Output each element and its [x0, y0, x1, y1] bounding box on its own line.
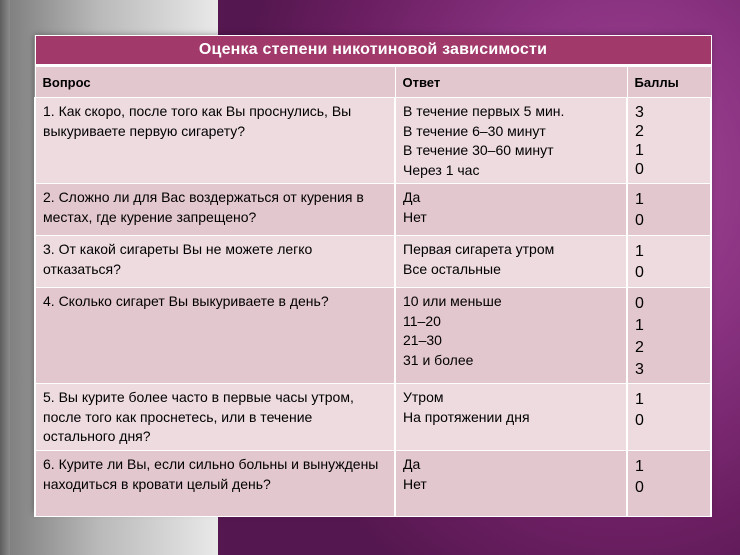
question-cell	[35, 384, 395, 451]
points-value: 1	[635, 458, 644, 475]
question-cell	[35, 98, 395, 184]
question-text: 6. Курите ли Вы, если сильно больны и вынуждены находиться в кровати целый день?	[43, 456, 379, 492]
question-text: 5. Вы курите более часто в первые часы утром, после того как проснетесь, или в течение остального дня?	[43, 389, 354, 444]
question-cell	[35, 236, 395, 288]
header-answer: Ответ	[395, 66, 627, 98]
answer-option: Да	[403, 189, 421, 205]
points-value: 3	[635, 104, 644, 121]
background-gray-edge	[0, 0, 10, 555]
table-row	[35, 384, 711, 451]
answer-option: 10 или меньше	[403, 293, 502, 309]
answer-option: В течение 6–30 минут	[403, 122, 546, 139]
answer-option: Первая сигарета утром	[403, 241, 555, 257]
points-cell	[627, 98, 711, 184]
table-row	[35, 184, 711, 236]
header-question: Вопрос	[35, 66, 395, 98]
table-row	[35, 236, 711, 288]
answer-option: На протяжении дня	[403, 408, 530, 425]
points-cell	[627, 384, 711, 451]
points-value: 0	[635, 264, 644, 281]
answer-option: 31 и более	[403, 351, 474, 368]
question-cell	[35, 451, 395, 517]
points-value: 0	[635, 295, 644, 312]
points-value: 1	[635, 391, 644, 408]
answer-cell	[395, 288, 627, 384]
answer-option: Нет	[403, 208, 427, 225]
table-row	[35, 98, 711, 184]
points-value: 2	[635, 123, 644, 140]
table-row	[35, 451, 711, 517]
points-cell	[627, 451, 711, 517]
points-value: 0	[635, 212, 644, 229]
answer-option: В течение 30–60 минут	[403, 142, 554, 158]
question-cell	[35, 288, 395, 384]
answer-cell	[395, 384, 627, 451]
question-text: 2. Сложно ли для Вас воздержаться от курения в местах, где курение запрещено?	[43, 189, 364, 225]
question-cell	[35, 184, 395, 236]
points-value: 0	[635, 161, 644, 178]
answer-option: В течение первых 5 мин.	[403, 103, 565, 119]
table-title: Оценка степени никотиновой зависимости	[35, 36, 711, 66]
question-text: 1. Как скоро, после того как Вы проснулись, Вы выкуриваете первую сигарету?	[43, 103, 352, 139]
header-points: Баллы	[627, 66, 711, 98]
answer-option: 21–30	[403, 332, 442, 348]
assessment-table	[34, 35, 712, 517]
points-value: 3	[635, 361, 644, 378]
points-value: 1	[635, 243, 644, 260]
answer-option: Через 1 час	[403, 161, 480, 178]
answer-option: Да	[403, 456, 421, 472]
answer-option: Все остальные	[403, 260, 501, 277]
points-value: 0	[635, 412, 644, 429]
question-text: 3. От какой сигареты Вы не можете легко отказаться?	[43, 241, 313, 277]
answer-cell	[395, 451, 627, 517]
answer-option: 11–20	[403, 312, 441, 329]
points-value: 1	[635, 142, 644, 159]
answer-option: Нет	[403, 475, 427, 492]
nicotine-dependence-table	[34, 35, 710, 513]
question-text: 4. Сколько сигарет Вы выкуриваете в день?	[43, 293, 329, 309]
answer-cell	[395, 236, 627, 288]
table-row	[35, 288, 711, 384]
answer-option: Утром	[403, 389, 444, 405]
points-cell	[627, 184, 711, 236]
answer-cell	[395, 98, 627, 184]
points-value: 0	[635, 479, 644, 496]
points-value: 1	[635, 317, 644, 334]
points-cell	[627, 236, 711, 288]
points-value: 2	[635, 339, 644, 356]
points-cell	[627, 288, 711, 384]
points-value: 1	[635, 191, 644, 208]
answer-cell	[395, 184, 627, 236]
